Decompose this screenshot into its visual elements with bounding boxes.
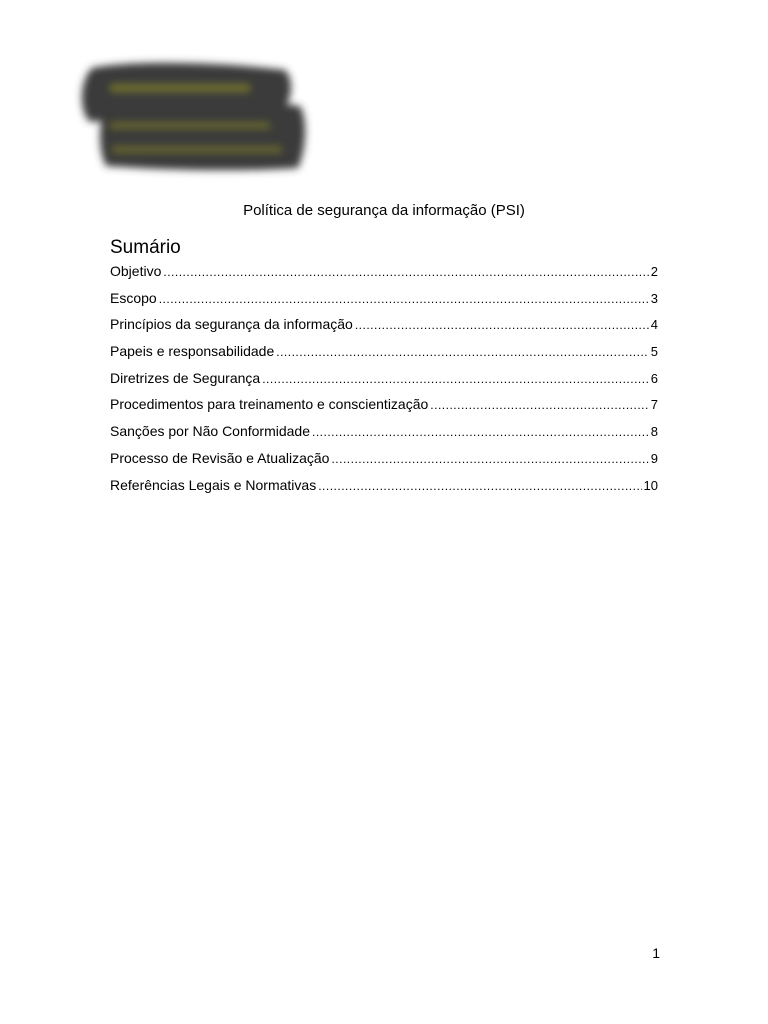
toc-entry-sancoes[interactable]: [110, 422, 658, 449]
toc-dot-leader: [355, 316, 649, 334]
toc-entry-procedimentos[interactable]: [110, 395, 658, 422]
toc-entry-page: 9: [650, 450, 658, 466]
toc-entry-label: Objetivo: [110, 263, 162, 279]
document-title: Política de segurança da informação (PSI): [243, 202, 525, 219]
toc-entry-objetivo[interactable]: [110, 262, 658, 289]
page-number: 1: [652, 945, 660, 961]
table-of-contents: [110, 262, 658, 502]
toc-entry-diretrizes[interactable]: [110, 369, 658, 396]
toc-entry-principios[interactable]: [110, 315, 658, 342]
toc-heading: Sumário: [110, 237, 181, 258]
toc-dot-leader: [276, 343, 649, 361]
toc-entry-page: 5: [650, 344, 658, 360]
toc-entry-label: Sanções por Não Conformidade: [110, 423, 311, 440]
toc-dot-leader: [312, 423, 649, 441]
toc-entry-page: 8: [650, 424, 658, 440]
toc-entry-label: Referências Legais e Normativas: [110, 476, 317, 493]
toc-entry-page: 2: [650, 264, 658, 279]
redacted-logo: [70, 50, 320, 185]
toc-entry-page: 4: [650, 317, 658, 333]
toc-entry-processo[interactable]: [110, 449, 658, 476]
toc-entry-label: Procedimentos para treinamento e conscientização: [110, 396, 429, 413]
toc-dot-leader: [430, 396, 648, 414]
toc-dot-leader: [163, 263, 648, 281]
toc-dot-leader: [318, 477, 641, 495]
toc-entry-label: Princípios da segurança da informação: [110, 316, 353, 333]
toc-entry-escopo[interactable]: [110, 289, 658, 316]
toc-entry-page: 10: [643, 477, 658, 493]
toc-entry-page: 7: [650, 397, 658, 413]
toc-dot-leader: [159, 290, 649, 308]
toc-entry-page: 3: [650, 290, 658, 306]
toc-dot-leader: [331, 450, 648, 468]
toc-entry-label: Papeis e responsabilidade: [110, 343, 275, 360]
toc-entry-label: Processo de Revisão e Atualização: [110, 449, 330, 466]
toc-entry-label: Escopo: [110, 289, 157, 306]
toc-entry-page: 6: [650, 370, 658, 386]
toc-entry-papeis[interactable]: [110, 342, 658, 369]
toc-entry-label: Diretrizes de Segurança: [110, 369, 261, 386]
toc-dot-leader: [262, 370, 649, 388]
toc-entry-referencias[interactable]: [110, 476, 658, 503]
